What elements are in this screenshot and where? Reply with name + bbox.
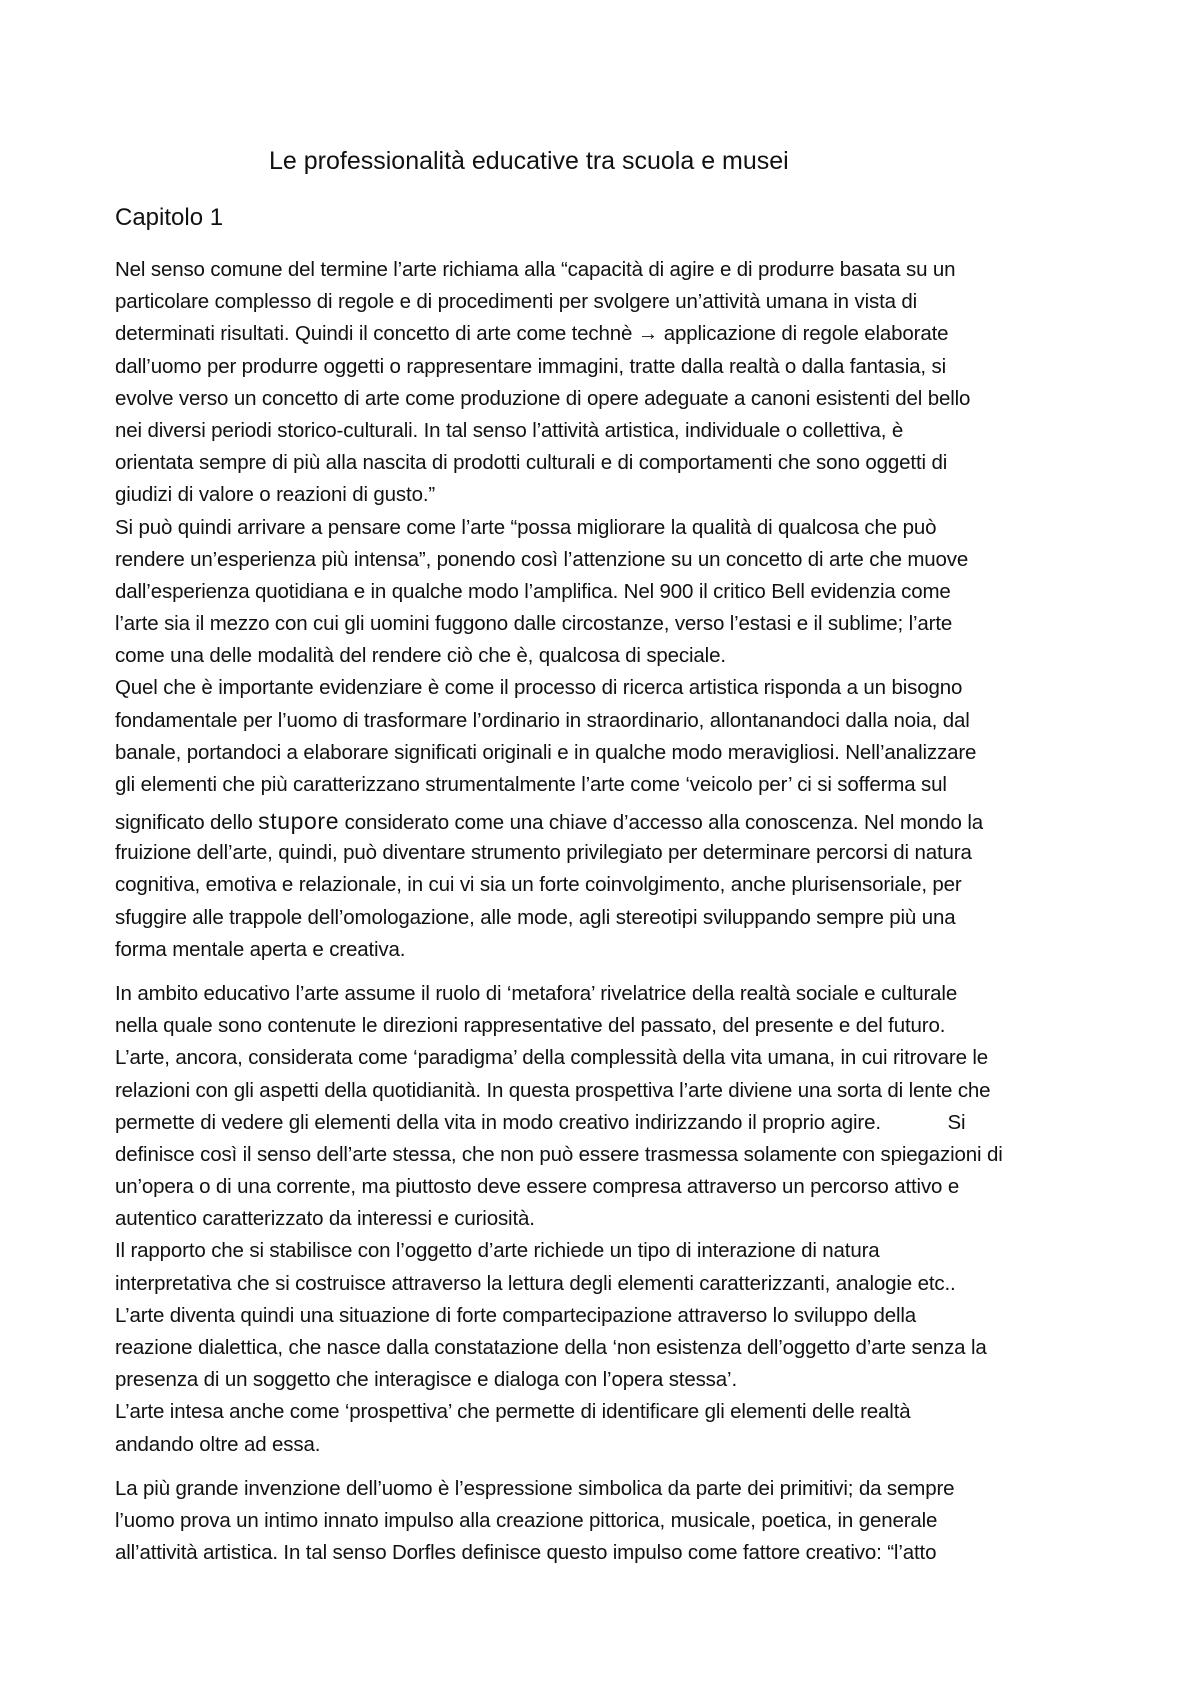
text-line: particolare complesso di regole e di procedimenti per svolgere un’attività umana in vista di [115, 290, 918, 314]
text-line: all’attività artistica. In tal senso Dorfles definisce questo impulso come fattore creativo: “l’atto [115, 1541, 937, 1565]
text-line: interpretativa che si costruisce attraverso la lettura degli elementi caratterizzanti, analogie etc.. [115, 1271, 956, 1295]
text-line: relazioni con gli aspetti della quotidianità. In questa prospettiva l’arte diviene una sorta di lente che [115, 1078, 991, 1102]
paragraph-3 [115, 1473, 1115, 1570]
text-segment: considerato come una chiave d’accesso alla conoscenza. Nel mondo la [339, 811, 983, 835]
text-line: Si può quindi arrivare a pensare come l’arte “possa migliorare la qualità di qualcosa che può [115, 515, 937, 539]
chapter-heading: Capitolo 1 [115, 204, 224, 231]
text-line-emphasis [115, 801, 1115, 837]
text-line: fondamentale per l’uomo di trasformare l’ordinario in straordinario, allontanandoci dalla noia, dal [115, 708, 970, 732]
text-line: un’opera o di una corrente, ma piuttosto deve essere compresa attraverso un percorso attivo e [115, 1175, 960, 1199]
document-body [115, 254, 1115, 1569]
text-line: l’uomo prova un intimo innato impulso alla creazione pittorica, musicale, poetica, in generale [115, 1508, 938, 1532]
text-line: andando oltre ad essa. [115, 1432, 321, 1456]
text-line: In ambito educativo l’arte assume il ruolo di ‘metafora’ rivelatrice della realtà sociale e culturale [115, 981, 958, 1005]
text-line: come una delle modalità del rendere ciò che è, qualcosa di speciale. [115, 644, 726, 668]
text-line: forma mentale aperta e creativa. [115, 937, 406, 961]
text-line: autentico caratterizzato da interessi e curiosità. [115, 1207, 535, 1231]
text-line: evolve verso un concetto di arte come produzione di opere adeguate a canoni esistenti del bello [115, 386, 971, 410]
paragraph-spacer [115, 1461, 1115, 1473]
paragraph-spacer [115, 966, 1115, 978]
text-line: Il rapporto che si stabilisce con l’oggetto d’arte richiede un tipo di interazione di natura [115, 1239, 880, 1263]
text-line: sfuggire alle trappole dell’omologazione, alle mode, agli stereotipi sviluppando sempre più una [115, 905, 956, 929]
text-line: La più grande invenzione dell’uomo è l’espressione simbolica da parte dei primitivi; da sempre [115, 1476, 955, 1500]
text-line: dall’esperienza quotidiana e in qualche modo l’amplifica. Nel 900 il critico Bell evidenzia come [115, 579, 951, 603]
text-line: reazione dialettica, che nasce dalla constatazione della ‘non esistenza dell’oggetto d’arte senza la [115, 1336, 987, 1359]
text-line: nella quale sono contenute le direzioni rappresentative del passato, del presente e del futuro. [115, 1014, 946, 1038]
text-line: permette di vedere gli elementi della vita in modo creativo indirizzando il proprio agire. Si [115, 1110, 966, 1134]
paragraph-1 [115, 254, 1115, 966]
text-line: orientata sempre di più alla nascita di prodotti culturali e di comportamenti che sono oggetti di [115, 451, 948, 475]
text-line: Nel senso comune del termine l’arte richiama alla “capacità di agire e di produrre basata su un [115, 258, 956, 281]
text-line: dall’uomo per produrre oggetti o rappresentare immagini, tratte dalla realtà o dalla fantasia, si [115, 354, 946, 378]
text-line: l’arte sia il mezzo con cui gli uomini fuggono dalle circostanze, verso l’estasi e il sublime; l’arte [115, 612, 953, 636]
text-line: gli elementi che più caratterizzano strumentalmente l’arte come ‘veicolo per’ ci si sofferma sul [115, 773, 947, 796]
text-line: banale, portandoci a elaborare significati originali e in qualche modo meravigliosi. Nell’analizzare [115, 740, 977, 764]
text-line: Quel che è importante evidenziare è come il processo di ricerca artistica risponda a un bisogno [115, 676, 963, 700]
text-line: L’arte intesa anche come ‘prospettiva’ che permette di identificare gli elementi delle realtà [115, 1400, 911, 1424]
text-line: nei diversi periodi storico-culturali. In tal senso l’attività artistica, individuale o collettiva, è [115, 418, 904, 442]
text-line: determinati risultati. Quindi il concetto di arte come technè → applicazione di regole elaborate [115, 322, 949, 346]
text-line: L’arte diventa quindi una situazione di forte compartecipazione attraverso lo sviluppo della [115, 1303, 917, 1327]
text-line: fruizione dell’arte, quindi, può diventare strumento privilegiato per determinare percorsi di natura [115, 841, 972, 865]
emphasis-word: stupore [258, 808, 340, 835]
text-line: presenza di un soggetto che interagisce e dialoga con l’opera stessa’. [115, 1368, 737, 1392]
text-line: cognitiva, emotiva e relazionale, in cui vi sia un forte coinvolgimento, anche plurisensoriale, per [115, 873, 962, 897]
document-title: Le professionalità educative tra scuola e musei [269, 147, 789, 175]
text-line: definisce così il senso dell’arte stessa, che non può essere trasmessa solamente con spiegazioni di [115, 1142, 1003, 1166]
text-segment: significato dello [115, 811, 259, 835]
paragraph-2 [115, 978, 1115, 1461]
text-line: rendere un’esperienza più intensa”, ponendo così l’attenzione su un concetto di arte che muove [115, 547, 969, 571]
text-line: L’arte, ancora, considerata come ‘paradigma’ della complessità della vita umana, in cui ritrovare le [115, 1046, 989, 1070]
text-line: giudizi di valore o reazioni di gusto.” [115, 483, 436, 507]
